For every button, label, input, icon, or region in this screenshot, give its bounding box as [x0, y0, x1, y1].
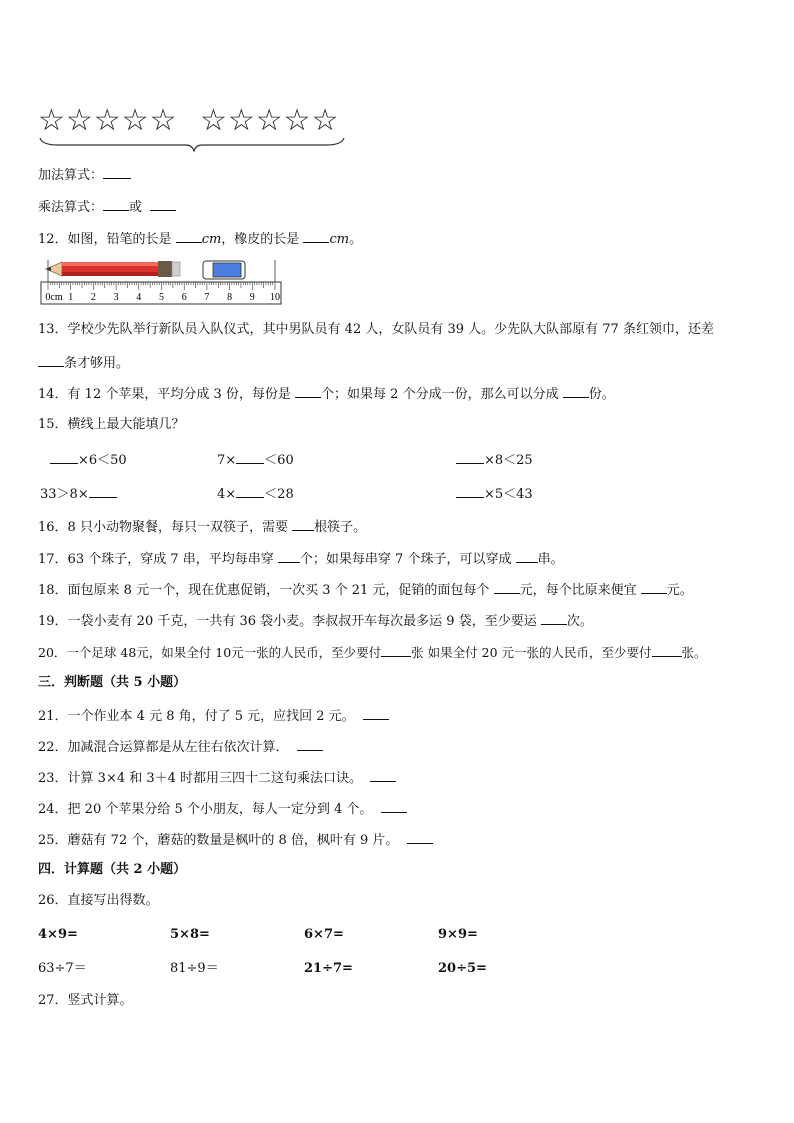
answer-blank[interactable]	[456, 485, 484, 498]
q27-title: 27．竖式计算。	[38, 993, 133, 1008]
answer-blank[interactable]	[381, 800, 407, 813]
q15-r2c1: 33＞8×	[40, 485, 117, 503]
star-group-left-icon: ☆☆☆☆☆	[38, 103, 178, 138]
star-group-right-icon: ☆☆☆☆☆	[200, 103, 340, 138]
q15-r1c2: 7× ＜60	[217, 453, 294, 468]
ruler-label: 3	[113, 292, 119, 303]
answer-blank[interactable]	[103, 166, 131, 179]
q16-line: 16．8 只小动物聚餐，每只一双筷子，需要 根筷子。	[38, 520, 367, 535]
ruler-label: 4	[136, 292, 142, 303]
answer-blank[interactable]	[297, 738, 323, 751]
calc-item: 63÷7＝	[38, 961, 87, 976]
answer-blank[interactable]	[103, 198, 129, 211]
ruler-label: 5	[159, 292, 164, 303]
q25-line: 25．蘑菇有 72 个，蘑菇的数量是枫叶的 8 倍，枫叶有 9 片。	[38, 831, 433, 849]
calc-item: 4×9=	[38, 927, 78, 942]
q11-mul-line: 乘法算式： 或	[38, 198, 176, 216]
answer-blank[interactable]	[278, 550, 300, 563]
pencil-icon	[46, 261, 180, 277]
q22-line: 22．加减混合运算都是从左往右依次计算．	[38, 738, 323, 756]
section-4-heading: 四．计算题（共 2 小题）	[38, 862, 187, 877]
q14-line: 14．有 12 个苹果，平均分成 3 份，每份是 个；如果每 2 个分成一份，那么可以分成 份。	[38, 387, 615, 402]
answer-blank[interactable]	[363, 707, 389, 720]
answer-blank[interactable]	[407, 831, 433, 844]
answer-blank[interactable]	[295, 385, 321, 398]
ruler-label: 2	[90, 292, 96, 303]
answer-blank[interactable]	[541, 612, 567, 625]
ruler-figure	[40, 256, 285, 306]
q13-line1: 13．学校少先队举行新队员入队仪式，其中男队员有 42 人，女队员有 39 人。少先队大队部原有 77 条红领巾，还差	[38, 322, 714, 337]
answer-blank[interactable]	[381, 644, 411, 657]
q17-line: 17．63 个珠子，穿成 7 串，平均每串穿 个；如果每串穿 7 个珠子，可以穿成 串。	[38, 552, 564, 567]
q15-r1c1: ×6＜50	[50, 451, 127, 469]
answer-blank[interactable]	[50, 451, 78, 464]
q13-line2: 条才够用。	[38, 354, 129, 372]
brace-icon	[38, 136, 348, 152]
q15-r1c3: ×8＜25	[456, 451, 533, 469]
q19-line: 19．一袋小麦有 20 千克，一共有 36 袋小麦。李叔叔开车每次最多运 9 袋，至少要运 次。	[38, 614, 593, 629]
ruler-label: 1	[68, 292, 74, 303]
answer-blank[interactable]	[89, 485, 117, 498]
answer-blank[interactable]	[236, 451, 264, 464]
answer-blank[interactable]	[370, 769, 396, 782]
calc-item: 81÷9＝	[170, 961, 219, 976]
answer-blank[interactable]	[516, 550, 538, 563]
q15-r2c2: 4× ＜28	[217, 487, 294, 502]
answer-blank[interactable]	[456, 451, 484, 464]
section-3-heading: 三．判断题（共 5 小题）	[38, 675, 187, 690]
calc-item: 9×9=	[438, 927, 478, 942]
q21-line: 21．一个作业本 4 元 8 角，付了 5 元，应找回 2 元。	[38, 707, 389, 725]
calc-item: 21÷7=	[304, 961, 353, 976]
q15-title: 15．横线上最大能填几？	[38, 417, 185, 432]
ruler-label: 6	[181, 292, 187, 303]
ruler-label: 9	[249, 292, 255, 303]
ruler-label: 10	[270, 292, 280, 303]
calc-item: 5×8=	[170, 927, 210, 942]
answer-blank[interactable]	[236, 485, 264, 498]
answer-blank[interactable]	[150, 198, 176, 211]
q20-line: 20．一个足球 48元，如果全付 10元一张的人民币，至少要付 张 如果全付 20 元一张的人民币，至少要付 张。	[38, 645, 707, 660]
answer-blank[interactable]	[652, 644, 682, 657]
calc-item: 6×7=	[304, 927, 344, 942]
ruler-label: 8	[227, 292, 233, 303]
q18-line: 18．面包原来 8 元一个，现在优惠促销，一次买 3 个 21 元，促销的面包每个 元，每个比原来便宜 元。	[38, 583, 693, 598]
ruler-label: 0cm	[45, 292, 63, 303]
calc-item: 20÷5=	[438, 961, 487, 976]
answer-blank[interactable]	[38, 354, 64, 367]
q15-r2c3: ×5＜43	[456, 485, 533, 503]
answer-blank[interactable]	[563, 385, 589, 398]
answer-blank[interactable]	[494, 581, 520, 594]
q23-line: 23．计算 3×4 和 3＋4 时都用三四十二这句乘法口诀。	[38, 769, 396, 787]
ruler-label: 7	[204, 292, 210, 303]
q12-line: 12．如图，铅笔的长是 cm，橡皮的长是 cm。	[38, 232, 363, 247]
answer-blank[interactable]	[303, 230, 329, 243]
answer-blank[interactable]	[641, 581, 667, 594]
q26-title: 26．直接写出得数。	[38, 893, 159, 908]
q24-line: 24．把 20 个苹果分给 5 个小朋友，每人一定分到 4 个。	[38, 800, 407, 818]
answer-blank[interactable]	[292, 518, 314, 531]
q11-add-line: 加法算式：	[38, 166, 131, 184]
eraser-icon	[203, 261, 245, 279]
answer-blank[interactable]	[176, 230, 202, 243]
